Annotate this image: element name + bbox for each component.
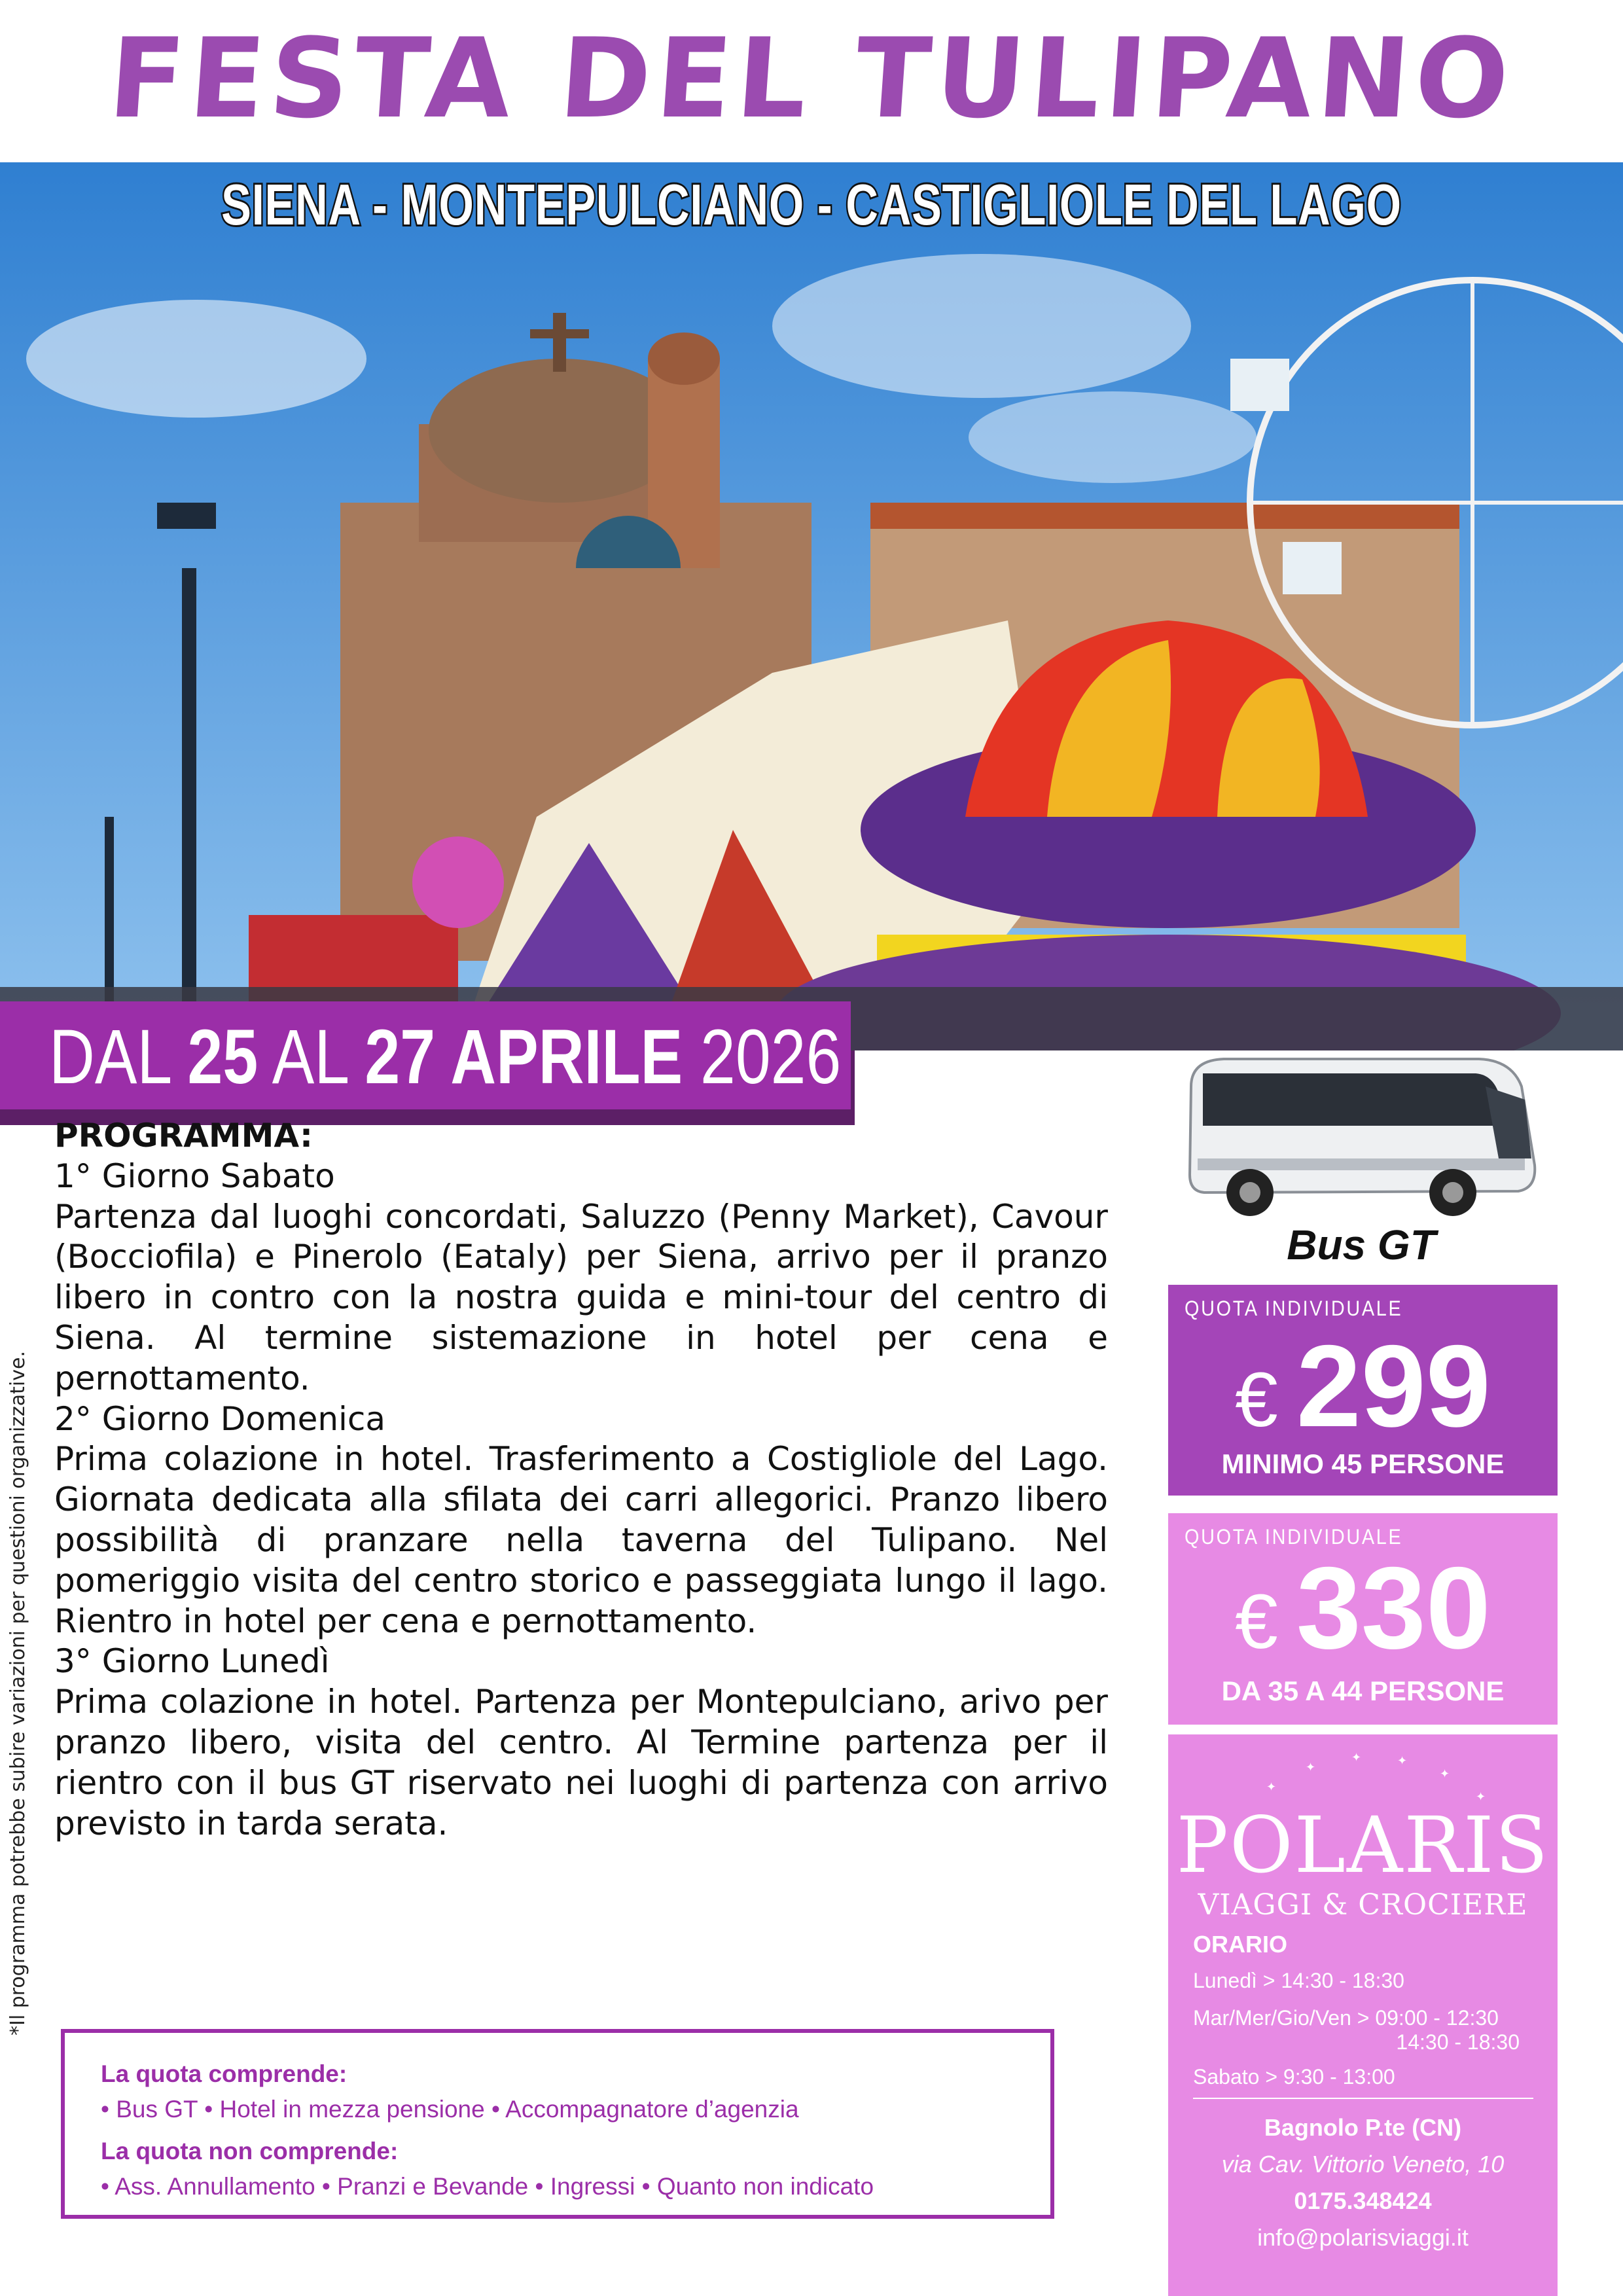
agency-logo-tagline: VIAGGI & CROCIERE [1198,1888,1528,1922]
hours-saturday: Sabato > 9:30 - 13:00 [1193,2065,1395,2089]
currency-symbol: € [1235,1579,1278,1665]
program-heading: PROGRAMMA: [54,1117,313,1155]
star-icon: ✦ [1440,1767,1450,1780]
includes-list: • Bus GT • Hotel in mezza pensione • Accompagnatore d’agenzia [101,2096,799,2123]
agency-box [1168,1734,1558,2296]
date-start: 25 [187,1014,259,1100]
excludes-title: La quota non comprende: [101,2138,399,2164]
program-section [54,1116,1108,1844]
hours-weekdays-afternoon: 14:30 - 18:30 [1396,2030,1520,2054]
excludes-list: • Ass. Annullamento • Pranzi e Bevande • Ingressi • Quanto non indicato [101,2173,874,2200]
agency-logo-name: POLARIS [1176,1800,1550,1890]
hours-weekdays: Mar/Mer/Gio/Ven > 09:00 - 12:30 [1193,2006,1499,2030]
price-condition: DA 35 A 44 PERSONE [1221,1676,1505,1706]
side-disclaimer: *Il programma potrebbe subire variazioni per questioni organizzative. [7,1350,29,2036]
hours-title: ORARIO [1193,1931,1287,1958]
date-al: AL [272,1014,348,1100]
agency-street: via Cav. Vittorio Veneto, 10 [1221,2151,1505,2178]
price-label: QUOTA INDIVIDUALE [1185,1297,1403,1320]
day-3-title: 3° Giorno Lunedì [54,1642,330,1681]
bus-icon [1178,1047,1544,1224]
price-value: 330 [1296,1543,1491,1673]
currency-symbol: € [1235,1357,1278,1443]
day-2-title: 2° Giorno Domenica [54,1399,386,1438]
star-icon: ✦ [1476,1790,1486,1803]
date-end: 27 APRILE [365,1014,683,1100]
agency-email[interactable]: info@polarisviaggi.it [1257,2224,1469,2251]
bus-label: Bus GT [1287,1221,1436,1268]
price-value: 299 [1296,1321,1491,1451]
price-amount [1168,1321,1558,1459]
day-2-text: Prima colazione in hotel. Trasferimento a Costigliole del Lago. Giornata dedicata alla sfilata dei carri allegorici. Pranzo libero possibilità di pranzare nella taverna del Tulipano. Nel pomeriggio visita del centro storico e passeggiata lungo il lago. Rientro in hotel per cena e pernottamento. [54,1440,1108,1640]
hours-monday: Lunedì > 14:30 - 18:30 [1193,1969,1404,1992]
poster-title: FESTA DEL TULIPANO [105,14,1518,143]
includes-title: La quota comprende: [101,2060,348,2087]
price-box-35-44 [1168,1513,1558,1725]
agency-phone[interactable]: 0175.348424 [1294,2187,1432,2214]
agency-city: Bagnolo P.te (CN) [1264,2114,1462,2141]
price-box-45 [1168,1285,1558,1496]
star-icon: ✦ [1266,1780,1277,1793]
day-3-text: Prima colazione in hotel. Partenza per Montepulciano, arivo per pranzo libero, visita del centro. Al Termine partenza per il rientro con il bus GT riservato nei luoghi di partenza con arrivo previsto in tarda serata. [54,1683,1108,1842]
hero-photo [0,162,1623,1050]
date-text [49,1008,841,1106]
price-condition: MINIMO 45 PERSONE [1221,1448,1505,1479]
price-amount [1168,1543,1558,1681]
inclusions-box [61,2029,1054,2219]
destinations-subtitle: SIENA - MONTEPULCIANO - CASTIGLIOLE DEL LAGO [221,172,1402,237]
date-year: 2026 [700,1014,842,1100]
star-icon: ✦ [1351,1751,1362,1764]
day-1-title: 1° Giorno Sabato [54,1157,335,1195]
date-dal: DAL [49,1014,170,1100]
star-icon: ✦ [1306,1761,1316,1774]
price-label: QUOTA INDIVIDUALE [1185,1525,1403,1549]
divider [1193,2098,1533,2099]
star-icon: ✦ [1397,1754,1408,1767]
day-1-text: Partenza dal luoghi concordati, Saluzzo (Penny Market), Cavour (Bocciofila) e Pinerolo (Eataly) per Siena, arrivo per il pranzo libero in contro con la nostra guida e mini-tour del centro di Siena. Al termine sistemazione in hotel per cena e pernottamento. [54,1197,1108,1397]
